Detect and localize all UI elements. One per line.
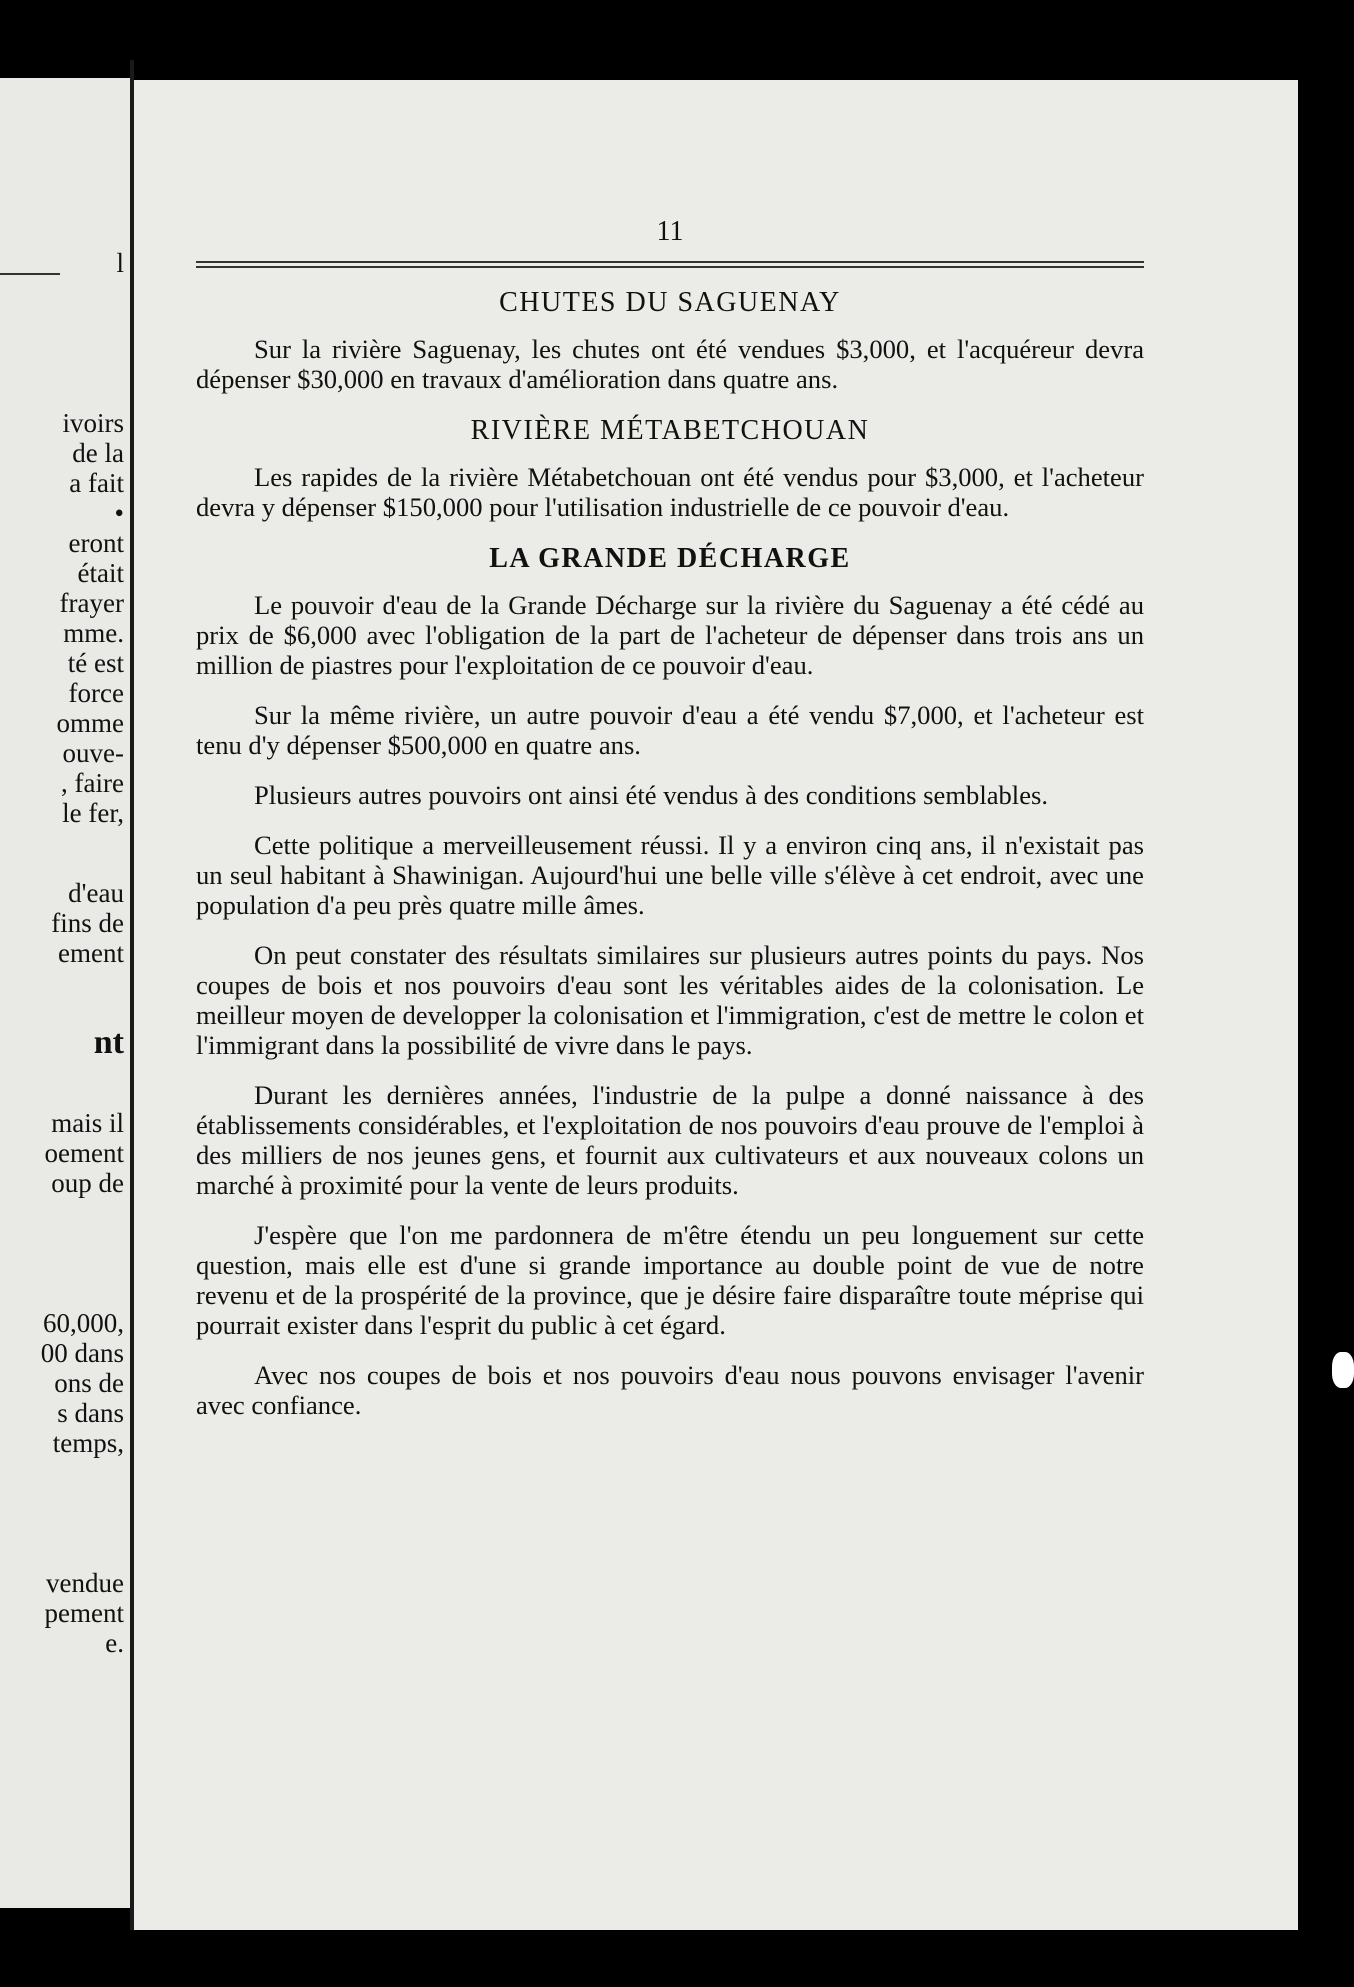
left-page-line: a fait: [69, 468, 124, 498]
paragraph: Avec nos coupes de bois et nos pouvoirs d'eau nous pouvons envisager l'avenir avec confiance.: [196, 1360, 1144, 1420]
left-page-line: oup de: [51, 1168, 124, 1198]
left-page-rule: [0, 273, 60, 275]
left-page-line: l: [116, 248, 124, 278]
paragraph: Le pouvoir d'eau de la Grande Décharge sur la rivière du Saguenay a été cédé au prix de $6,000 avec l'obligation de la part de l'acheteur de dépenser dans trois ans un million de piastres pour l'exploitation de ce pouvoir d'eau.: [196, 590, 1144, 680]
left-page-line: de la: [72, 438, 124, 468]
left-page-line: , faire: [61, 768, 124, 798]
left-page-line: force: [68, 678, 124, 708]
left-page-line: mais il: [51, 1108, 124, 1138]
paragraph: Plusieurs autres pouvoirs ont ainsi été vendus à des conditions semblables.: [254, 780, 1048, 810]
left-page-line: eront: [68, 528, 124, 558]
left-page-line: oement: [44, 1138, 124, 1168]
left-page-line: était: [77, 558, 124, 588]
left-page-line: ouve-: [62, 738, 124, 768]
header-rule: [196, 261, 1144, 268]
left-page-line: 00 dans: [40, 1338, 124, 1368]
left-page-line: ement: [58, 938, 124, 968]
paragraph: Sur la même rivière, un autre pouvoir d'eau a été vendu $7,000, et l'acheteur est tenu d'y dépenser $500,000 en quatre ans.: [196, 700, 1144, 760]
paragraph: Sur la rivière Saguenay, les chutes ont été vendues $3,000, et l'acquéreur devra dépenser $30,000 en travaux d'amélioration dans quatre ans.: [196, 334, 1144, 394]
scan-artifact: [1332, 1352, 1354, 1388]
left-page-line: pement: [44, 1598, 124, 1628]
section-title: RIVIÈRE MÉTABETCHOUAN: [470, 415, 870, 446]
left-page-line: temps,: [52, 1428, 124, 1458]
left-page-line: ivoirs: [62, 408, 124, 438]
left-page-line: d'eau: [68, 878, 124, 908]
paragraph: Durant les dernières années, l'industrie de la pulpe a donné naissance à des établissements considérables, et l'exploitation de nos pouvoirs d'eau prouve de l'emploi à des milliers de nos jeunes gens, et fournit aux cultivateurs et aux nouveaux colons un marché à proximité pour la vente de leurs produits.: [196, 1080, 1144, 1200]
left-page-line: té est: [67, 648, 124, 678]
sections: [196, 286, 1144, 1420]
left-page-line: vendue: [46, 1568, 124, 1598]
section-title: CHUTES DU SAGUENAY: [499, 287, 841, 318]
left-page-line: s dans: [57, 1398, 124, 1428]
left-page-line: •: [114, 498, 124, 528]
left-page-line: frayer: [59, 588, 124, 618]
left-page-fragment: [0, 78, 130, 1908]
left-page-line: le fer,: [62, 798, 124, 828]
paragraph: J'espère que l'on me pardonnera de m'être étendu un peu longuement sur cette question, mais elle est d'une si grande importance au double point de vue de notre revenu et de la prospérité de la province, que je désire faire disparaître toute méprise qui pourrait exister dans l'esprit du public à cet égard.: [196, 1220, 1144, 1340]
left-page-line: ons de: [54, 1368, 124, 1398]
page-content: [196, 215, 1144, 1440]
paragraph: On peut constater des résultats similaires sur plusieurs autres points du pays. Nos coupes de bois et nos pouvoirs d'eau sont les véritables aides de la colonisation. Le meilleur moyen de developper la colonisation et l'immigration, c'est de mettre le colon et l'immigrant dans la possibilité de vivre dans le pays.: [196, 940, 1144, 1060]
left-page-line: 60,000,: [43, 1308, 124, 1338]
left-page-line: nt: [93, 1024, 124, 1061]
left-page-line: e.: [105, 1628, 124, 1658]
paragraph: Cette politique a merveilleusement réussi. Il y a environ cinq ans, il n'existait pas un seul habitant à Shawinigan. Aujourd'hui une belle ville s'élève à cet endroit, avec une population d'a peu près quatre mille âmes.: [196, 830, 1144, 920]
left-page-line: fins de: [51, 908, 124, 938]
section-title: LA GRANDE DÉCHARGE: [489, 543, 851, 574]
paragraph: Les rapides de la rivière Métabetchouan ont été vendus pour $3,000, et l'acheteur devra y dépenser $150,000 pour l'utilisation industrielle de ce pouvoir d'eau.: [196, 462, 1144, 522]
page-number: 11: [656, 216, 684, 247]
left-page-line: mme.: [63, 618, 124, 648]
right-page: [134, 80, 1298, 1930]
left-page-line: omme: [56, 708, 124, 738]
